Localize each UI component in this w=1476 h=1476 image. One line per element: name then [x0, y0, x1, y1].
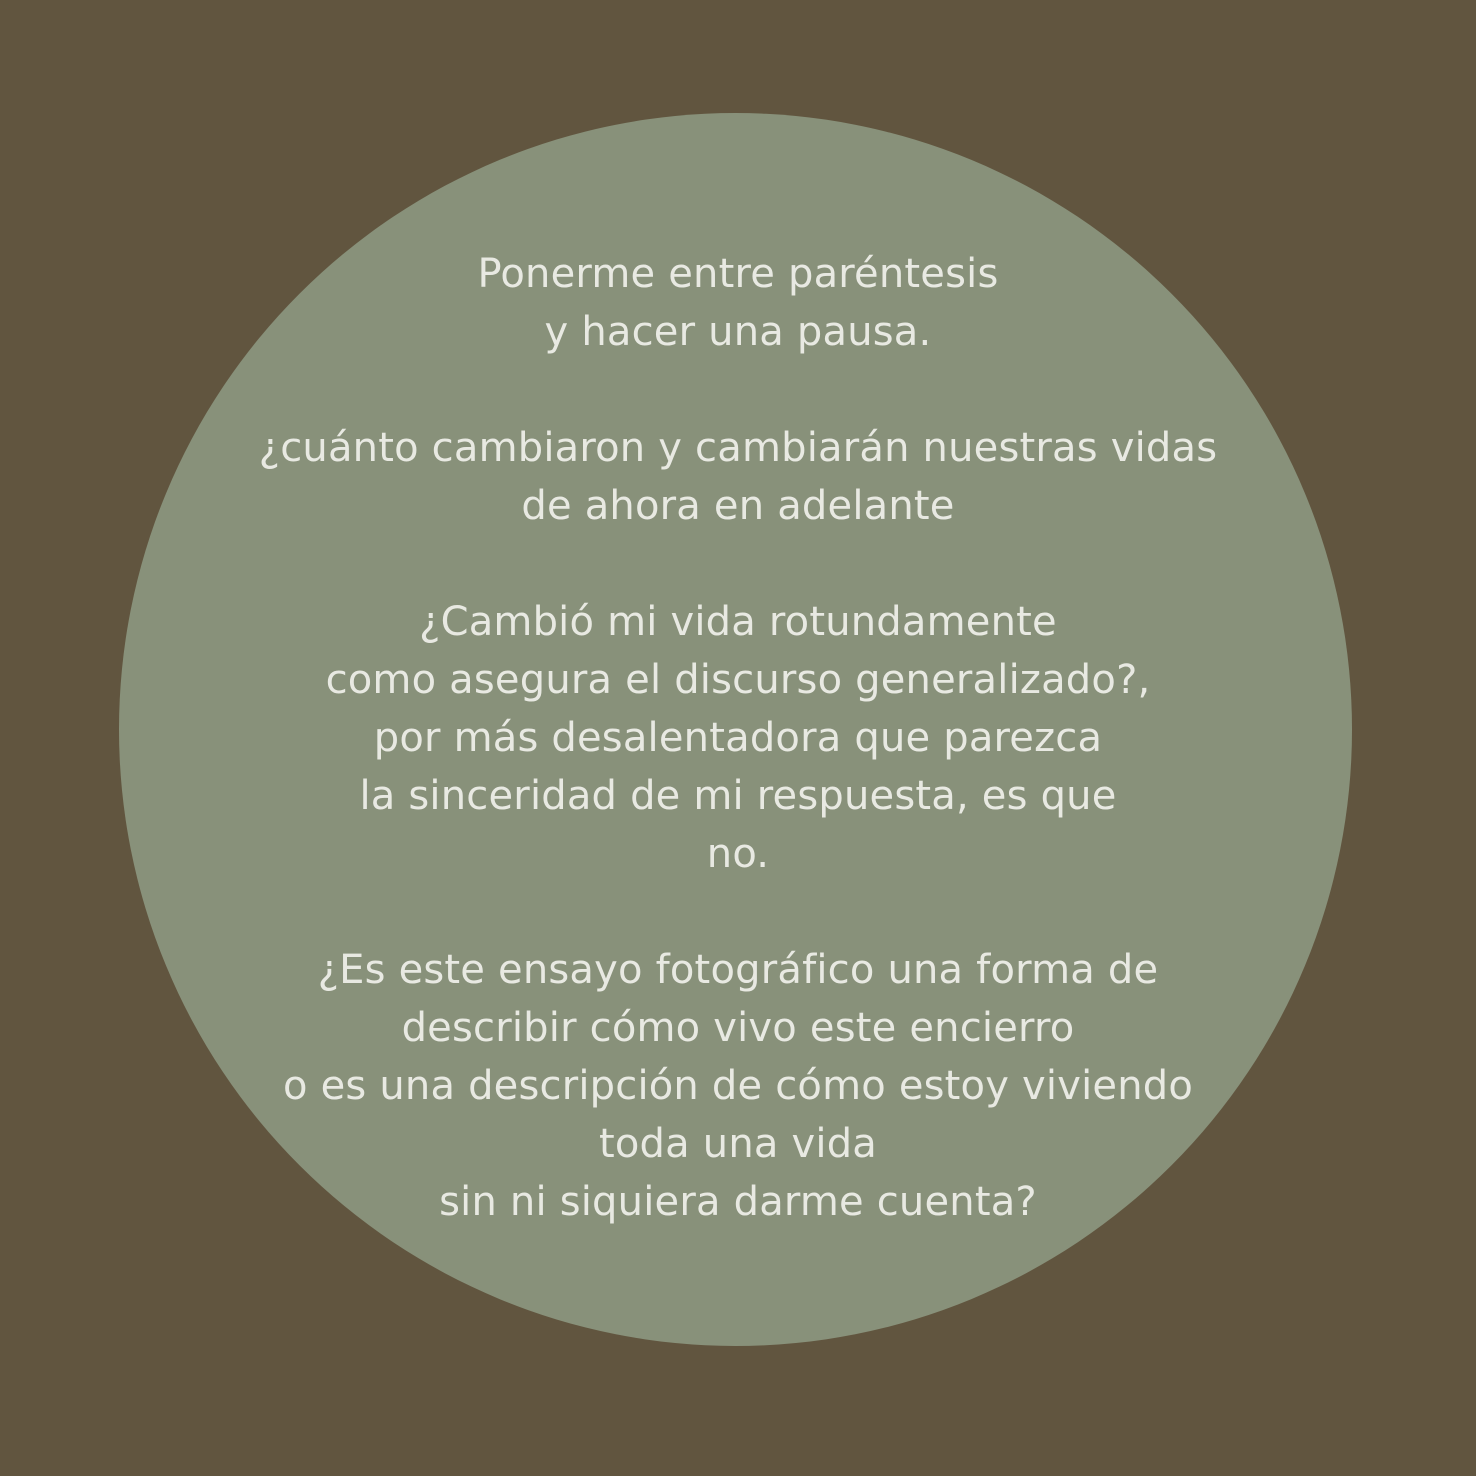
poem-stanza: [326, 593, 1151, 883]
poem-line: Ponerme entre paréntesis: [477, 251, 999, 297]
poem-stanza: [283, 941, 1193, 1231]
poem-line: no.: [706, 831, 770, 877]
poem-line: toda una vida: [599, 1121, 877, 1167]
poem-line: como asegura el discurso generalizado?,: [325, 657, 1151, 703]
poem-line: ¿Cambió mi vida rotundamente: [419, 599, 1057, 645]
poem-line: describir cómo vivo este encierro: [401, 1005, 1075, 1051]
poem-line: y hacer una pausa.: [544, 309, 932, 355]
poem-line: la sinceridad de mi respuesta, es que: [359, 773, 1117, 819]
poem-line: ¿Es este ensayo fotográfico una forma de: [317, 947, 1159, 993]
poem-line: o es una descripción de cómo estoy viviendo: [282, 1063, 1194, 1109]
poem-line: por más desalentadora que parezca: [373, 715, 1103, 761]
poem-line: sin ni siquiera darme cuenta?: [439, 1179, 1037, 1225]
poem-line: de ahora en adelante: [521, 483, 955, 529]
poem-stanza: [259, 419, 1217, 535]
poem-line: ¿cuánto cambiaron y cambiarán nuestras vidas: [258, 425, 1218, 471]
poem-stanza: [477, 245, 998, 361]
